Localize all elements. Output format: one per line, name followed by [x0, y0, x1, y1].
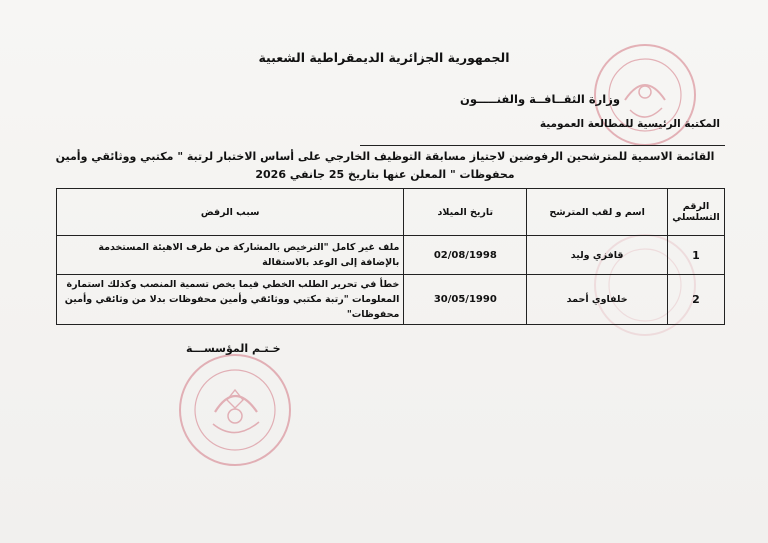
table-header-row	[57, 189, 725, 236]
table-row	[57, 275, 725, 325]
rejection-reason: خطأ في تحرير الطلب الخطي فيما يخص تسمية المنصب وكذلك استمارة المعلومات "رتبة مكتبي ووثائقي وأمين محفوظات بدلا من وثائقي وأمين محفوظات"	[57, 275, 404, 325]
row-number: 2	[668, 275, 725, 325]
header-reason: سبب الرفض	[57, 189, 404, 236]
rejection-reason: ملف غير كامل "الترخيص بالمشاركة من طرف الاهيئة المستخدمة بالإضافة إلى الوعد بالاستقالة	[57, 236, 404, 275]
ministry-name: وزارة الثقــافــة والفنـــــون	[460, 92, 620, 106]
header-number: الرقم التسلسلي	[668, 189, 725, 236]
birth-date: 30/05/1990	[404, 275, 527, 325]
row-number: 1	[668, 236, 725, 275]
institution-seal	[175, 350, 295, 470]
table-row	[57, 236, 725, 275]
candidate-name: قافزي وليد	[527, 236, 668, 275]
seal-label: خـتـم المؤسســـة	[186, 342, 281, 355]
header-name: اسم و لقب المترشح	[527, 189, 668, 236]
divider	[360, 145, 725, 146]
library-name: المكتبة الرئيسية للمطالعة العمومية	[539, 118, 720, 130]
document-title: القائمة الاسمية للمترشحين الرفوضين لاجتياز مسابقة التوظيف الخارجي على أساس الاختبار لرتبة " مكتبي ووثائقي وأمين محفوظات " المعلن عنها بتاريخ 25 جانفي 2026	[55, 150, 715, 181]
rejected-candidates-table	[56, 188, 725, 325]
candidate-name: خلفاوي أحمد	[527, 275, 668, 325]
republic-heading: الجمهورية الجزائرية الديمقراطية الشعبية	[258, 50, 510, 65]
header-dob: تاريخ الميلاد	[404, 189, 527, 236]
birth-date: 02/08/1998	[404, 236, 527, 275]
